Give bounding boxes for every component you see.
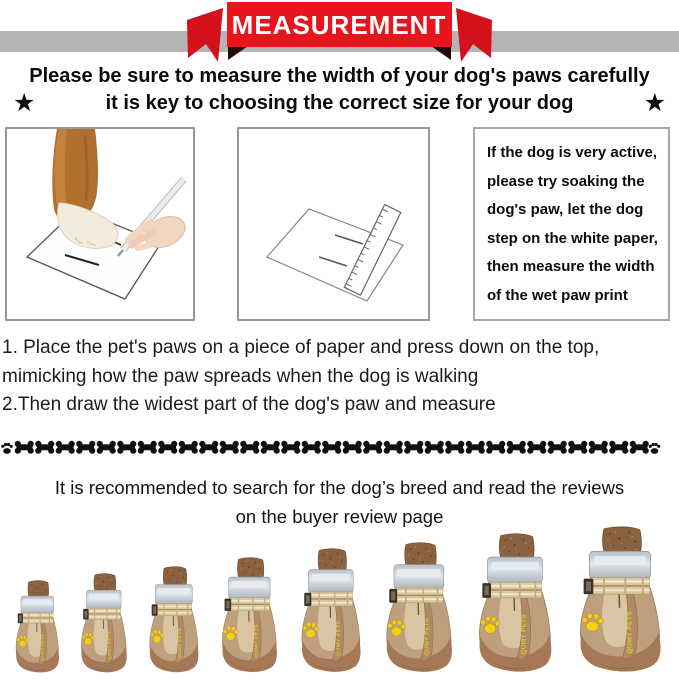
plaid-strap xyxy=(395,588,443,603)
recommendation-line2: on the buyer review page xyxy=(235,506,444,527)
dog-boot-illustration xyxy=(379,542,458,674)
paw-tracing-photo-box xyxy=(5,127,195,321)
strap-buckle xyxy=(584,579,594,595)
recommendation xyxy=(0,473,679,531)
ribbon-left-tail xyxy=(187,8,223,62)
paw-tracing-illustration xyxy=(7,129,193,319)
star-icon: ★ xyxy=(643,89,666,117)
tip-line: dog's paw, let the dog xyxy=(487,201,644,219)
tip-line: If the dog is very active, xyxy=(487,144,658,161)
boot-brand-text: QUMY PETS xyxy=(520,613,528,655)
tip-line: please try soaking the xyxy=(487,172,645,190)
boot-brand-text: QUMY PETS xyxy=(39,634,45,662)
strap-buckle xyxy=(389,589,397,603)
plaid-strap xyxy=(156,604,192,616)
dog-boot-illustration xyxy=(144,566,203,674)
ruler-illustration xyxy=(239,129,428,319)
boot-brand-text: QUMY PETS xyxy=(626,610,634,654)
strap-buckle xyxy=(83,609,89,620)
dog-boot-illustration xyxy=(571,526,668,674)
boot-brand-text: QUMY PETS xyxy=(253,624,260,658)
headline-line2-row xyxy=(0,90,679,116)
bone-divider-svg xyxy=(0,437,679,459)
active-dog-tip-box xyxy=(473,127,670,321)
plaid-strap xyxy=(21,613,53,624)
plaid-strap xyxy=(488,582,541,598)
boots-row xyxy=(0,526,679,674)
ribbon-right-tail xyxy=(456,8,492,62)
headline xyxy=(0,63,679,116)
star-icon: ★ xyxy=(13,89,36,117)
plaid-strap xyxy=(590,578,649,595)
instructions xyxy=(2,334,678,420)
plaid-strap xyxy=(309,592,352,606)
strap-buckle xyxy=(482,583,491,598)
boot-brand-text: QUMY PETS xyxy=(177,628,182,660)
headline-line2: it is key to choosing the correct size for your dog xyxy=(105,92,574,114)
instruction-step-1: 1. Place the pet's paws on a piece of paper and press down on the top, xyxy=(2,337,600,358)
dog-boot-illustration xyxy=(471,533,558,674)
dog-boot-illustration xyxy=(76,573,131,674)
plaid-strap xyxy=(87,608,121,619)
reflective-strap xyxy=(86,590,121,609)
strap-buckle xyxy=(18,613,23,623)
dog-boot-illustration xyxy=(295,548,366,674)
ribbon-right-fold xyxy=(431,46,451,60)
headline-line1: Please be sure to measure the width of your dog's paws carefully xyxy=(29,65,650,87)
ribbon-left-fold xyxy=(228,46,248,60)
reflective-strap xyxy=(589,551,650,578)
strap-buckle xyxy=(304,593,311,606)
dog-boot-illustration xyxy=(11,580,63,674)
tip-line: of the wet paw print xyxy=(487,286,628,304)
instruction-step-1b: mimicking how the paw spreads when the dog is walking xyxy=(2,365,479,387)
boot-brand-text: QUMY PETS xyxy=(106,631,112,661)
measurement-banner xyxy=(0,0,679,64)
boot-brand-text: QUMY PETS xyxy=(424,617,431,656)
plaid-strap xyxy=(229,598,269,611)
dog-boot-illustration xyxy=(216,557,282,674)
instruction-step-2: 2.Then draw the widest part of the dog's paw and measure xyxy=(2,394,496,415)
tip-line: then measure the width xyxy=(487,258,655,276)
hand-illustration xyxy=(129,211,190,254)
recommendation-line1: It is recommended to search for the dog’s breed and read the reviews xyxy=(54,477,625,498)
reflective-strap xyxy=(308,570,353,593)
tip-line: step on the white paper, xyxy=(487,229,658,247)
strap-buckle xyxy=(152,604,158,615)
strap-buckle xyxy=(225,599,232,611)
ruler-measure-box xyxy=(237,127,430,321)
reflective-strap xyxy=(229,577,271,599)
banner-title: MEASUREMENT xyxy=(231,10,447,40)
boot-brand-text: QUMY PETS xyxy=(335,620,342,657)
